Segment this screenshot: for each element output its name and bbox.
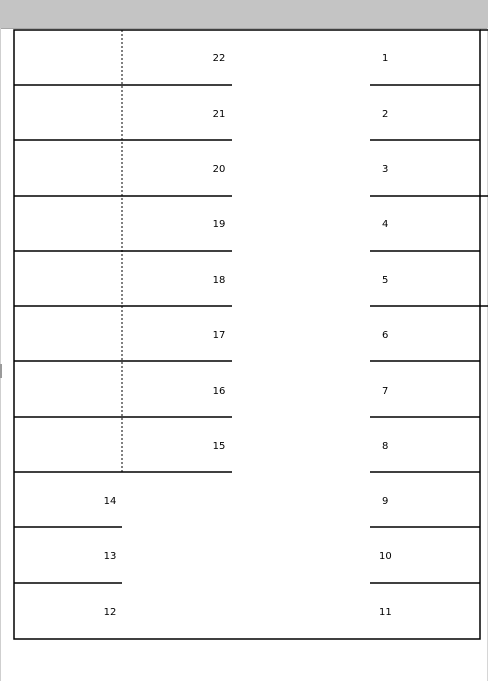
stall-number-22: 22 bbox=[212, 53, 226, 64]
stall-number-17: 17 bbox=[212, 330, 226, 341]
stall-number-7: 7 bbox=[382, 386, 389, 397]
stall-number-16: 16 bbox=[212, 386, 226, 397]
stall-number-20: 20 bbox=[212, 164, 226, 175]
stall-number-15: 15 bbox=[212, 441, 226, 452]
stall-number-11: 11 bbox=[379, 607, 392, 618]
right-edge-ticks bbox=[480, 196, 488, 306]
stall-number-19: 19 bbox=[212, 219, 226, 230]
left-divider-lines bbox=[14, 85, 232, 583]
stall-number-4: 4 bbox=[382, 219, 389, 230]
stall-number-21: 21 bbox=[212, 109, 226, 120]
stall-number-6: 6 bbox=[382, 330, 389, 341]
stall-number-12: 12 bbox=[103, 607, 117, 618]
stall-number-3: 3 bbox=[382, 164, 389, 175]
stall-number-8: 8 bbox=[382, 441, 389, 452]
stall-number-18: 18 bbox=[212, 275, 226, 286]
stall-number-1: 1 bbox=[382, 53, 389, 64]
parking-lot-outline bbox=[14, 30, 480, 639]
stall-number-2: 2 bbox=[382, 109, 389, 120]
stall-number-5: 5 bbox=[382, 275, 389, 286]
stall-number-13: 13 bbox=[103, 551, 117, 562]
stall-number-9: 9 bbox=[382, 496, 389, 507]
stall-number-10: 10 bbox=[379, 551, 392, 562]
stall-number-14: 14 bbox=[103, 496, 117, 507]
